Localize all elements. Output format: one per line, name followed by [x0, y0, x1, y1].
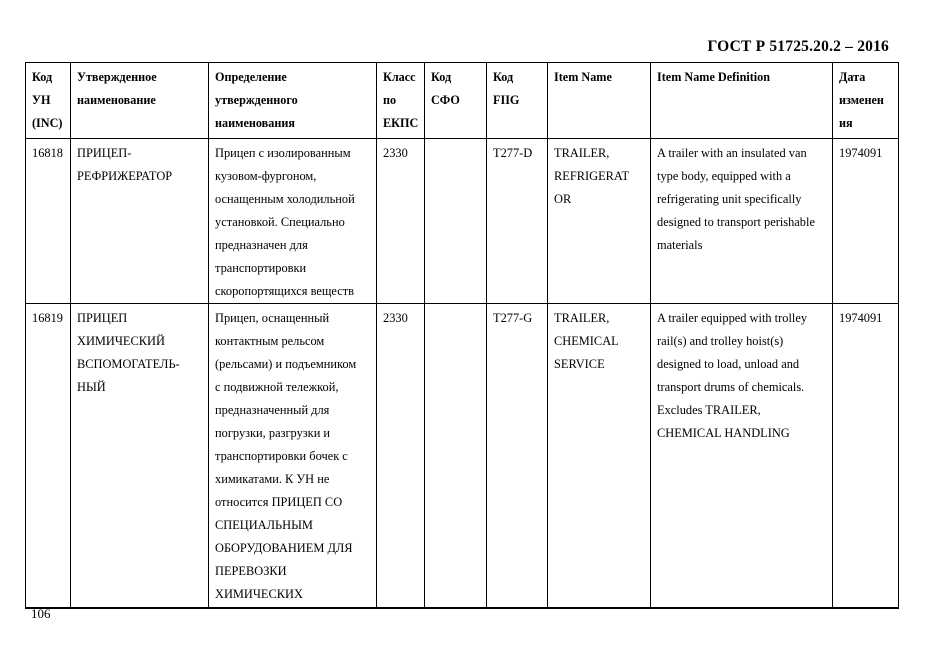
- cell-approved-name: ПРИЦЕП ХИМИЧЕСКИЙ ВСПОМОГАТЕЛЬ- НЫЙ: [71, 304, 209, 608]
- column-header-approved-name: Утвержденное наименование: [71, 63, 209, 139]
- cell-definition: Прицеп, оснащенный контактным рельсом (рельсами) и подъемником с подвижной тележкой, предназначенный для погрузки, разгрузки и транспортировки бочек с химикатами. К УН не относится ПРИЦЕП СО СПЕЦИАЛЬНЫМ ОБОРУДОВАНИЕМ ДЛЯ ПЕРЕВОЗКИ ХИМИЧЕСКИХ: [209, 304, 377, 608]
- column-header-ekps-class: Класс по ЕКПС: [377, 63, 425, 139]
- cell-change-date: 1974091: [833, 304, 899, 608]
- cell-inc: 16819: [26, 304, 71, 608]
- table-header-row: [26, 63, 899, 139]
- page-number: 106: [31, 606, 51, 621]
- cell-item-name: TRAILER, CHEMICAL SERVICE: [548, 304, 651, 608]
- table-row: [26, 139, 899, 304]
- table-row: [26, 304, 899, 608]
- cell-fiig-code: T277-G: [487, 304, 548, 608]
- cell-approved-name: ПРИЦЕП- РЕФРИЖЕРАТОР: [71, 139, 209, 304]
- cell-sfo-code: [425, 304, 487, 608]
- column-header-sfo-code: Код СФО: [425, 63, 487, 139]
- cell-definition: Прицеп с изолированным кузовом-фургоном, оснащенным холодильной установкой. Специально предназначен для транспортировки скоропортящихся веществ: [209, 139, 377, 304]
- cell-item-name-definition: A trailer equipped with trolley rail(s) and trolley hoist(s) designed to load, unload and transport drums of chemicals. Excludes TRAILER, CHEMICAL HANDLING: [651, 304, 833, 608]
- column-header-change-date: Дата изменен ия: [833, 63, 899, 139]
- document-header: ГОСТ Р 51725.20.2 – 2016: [707, 38, 889, 55]
- column-header-item-name-definition: Item Name Definition: [651, 63, 833, 139]
- cell-item-name: TRAILER, REFRIGERAT OR: [548, 139, 651, 304]
- cell-item-name-definition: A trailer with an insulated van type body, equipped with a refrigerating unit specifically designed to transport perishable materials: [651, 139, 833, 304]
- item-name-table: [25, 62, 899, 609]
- cell-sfo-code: [425, 139, 487, 304]
- cell-fiig-code: T277-D: [487, 139, 548, 304]
- column-header-inc: Код УН (INC): [26, 63, 71, 139]
- column-header-fiig-code: Код FIIG: [487, 63, 548, 139]
- cell-ekps-class: 2330: [377, 304, 425, 608]
- cell-inc: 16818: [26, 139, 71, 304]
- cell-ekps-class: 2330: [377, 139, 425, 304]
- column-header-definition: Определение утвержденного наименования: [209, 63, 377, 139]
- cell-change-date: 1974091: [833, 139, 899, 304]
- column-header-item-name: Item Name: [548, 63, 651, 139]
